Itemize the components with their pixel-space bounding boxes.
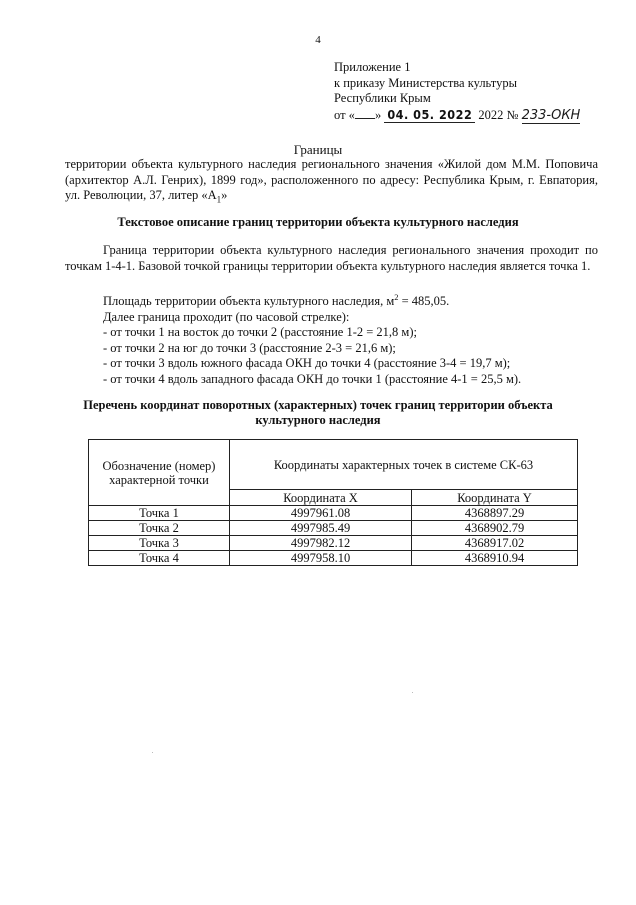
route-line: - от точки 4 вдоль западного фасада ОКН до точки 1 (расстояние 4-1 = 25,5 м).: [103, 371, 522, 386]
date-handwritten: 04. 05. 2022: [384, 107, 475, 123]
cell-point: Точка 1: [89, 506, 230, 521]
header-col-x: Координата X: [230, 490, 412, 506]
cell-y: 4368910.94: [412, 551, 578, 566]
appendix-block: [334, 60, 580, 123]
cell-y: 4368917.02: [412, 536, 578, 551]
table-row: [89, 506, 578, 521]
route-line: - от точки 1 на восток до точки 2 (расстояние 1-2 = 21,8 м);: [103, 325, 417, 340]
appendix-line-3: Республики Крым: [334, 91, 431, 105]
cell-point: Точка 4: [89, 551, 230, 566]
document-title: Границы: [293, 142, 343, 157]
area-text: Площадь территории объекта культурного наследия, м: [103, 294, 395, 309]
appendix-line-2: к приказу Министерства культуры: [334, 75, 517, 90]
table-header-row: [89, 440, 578, 490]
appendix-line-1: Приложение 1: [334, 60, 411, 74]
header-point: Обозначение (номер) характерной точки: [89, 440, 230, 506]
order-number-handwritten: 233-ОКН: [521, 107, 581, 123]
cell-y: 4368897.29: [412, 506, 578, 521]
area-value: = 485,05.: [398, 294, 450, 309]
day-blank: [355, 107, 375, 119]
header-col-y: Координата Y: [412, 490, 578, 506]
scan-speck: [152, 752, 153, 753]
route-intro: Далее граница проходит (по часовой стрелке):: [103, 309, 350, 324]
table-row: [89, 521, 578, 536]
date-year: 2022 №: [478, 107, 519, 122]
cell-x: 4997985.49: [230, 521, 412, 536]
section-heading-line-2: культурного наследия: [255, 413, 381, 427]
table-row: [89, 536, 578, 551]
area-line: [103, 290, 521, 310]
cell-x: 4997982.12: [230, 536, 412, 551]
cell-x: 4997958.10: [230, 551, 412, 566]
cell-x: 4997961.08: [230, 506, 412, 521]
section-heading-line-1: Перечень координат поворотных (характерных) точек границ территории объекта: [83, 398, 553, 412]
scan-speck: [412, 692, 413, 693]
subtitle-end: »: [221, 188, 228, 202]
page-number: 4: [315, 34, 321, 46]
route-line: - от точки 3 вдоль южного фасада ОКН до точки 4 (расстояние 3-4 = 19,7 м);: [103, 356, 511, 371]
area-sup: 2: [394, 292, 399, 302]
document-subtitle: [65, 157, 598, 208]
boundary-paragraph: Граница территории объекта культурного наследия регионального значения проходит по точкам 1-4-1. Базовой точкой границы территории объекта культурного наследия является точка 1.: [65, 243, 598, 273]
header-coords: Координаты характерных точек в системе СК-63: [230, 440, 578, 490]
coordinates-table: [88, 439, 578, 566]
cell-point: Точка 2: [89, 521, 230, 536]
cell-point: Точка 3: [89, 536, 230, 551]
cell-y: 4368902.79: [412, 521, 578, 536]
date-mid: »: [374, 107, 382, 122]
section-heading-description: Текстовое описание границ территории объекта культурного наследия: [117, 215, 519, 229]
table-row: [89, 551, 578, 566]
date-prefix: от «: [334, 107, 355, 122]
subtitle-text: территории объекта культурного наследия регионального значения «Жилой дом М.М. Поповича (архитектор А.Л. Генрих), 1899 год», расположенного по адресу: Республика Крым, г. Евпатория, ул. Революции, 37, литер «А: [65, 157, 598, 202]
subtitle-subscript: 1: [216, 194, 222, 205]
route-line: - от точки 2 на юг до точки 3 (расстояние 2-3 = 21,6 м);: [103, 340, 396, 355]
route-list: [103, 290, 521, 387]
appendix-date-line: [334, 107, 580, 124]
section-heading-coordinates: [0, 398, 636, 428]
